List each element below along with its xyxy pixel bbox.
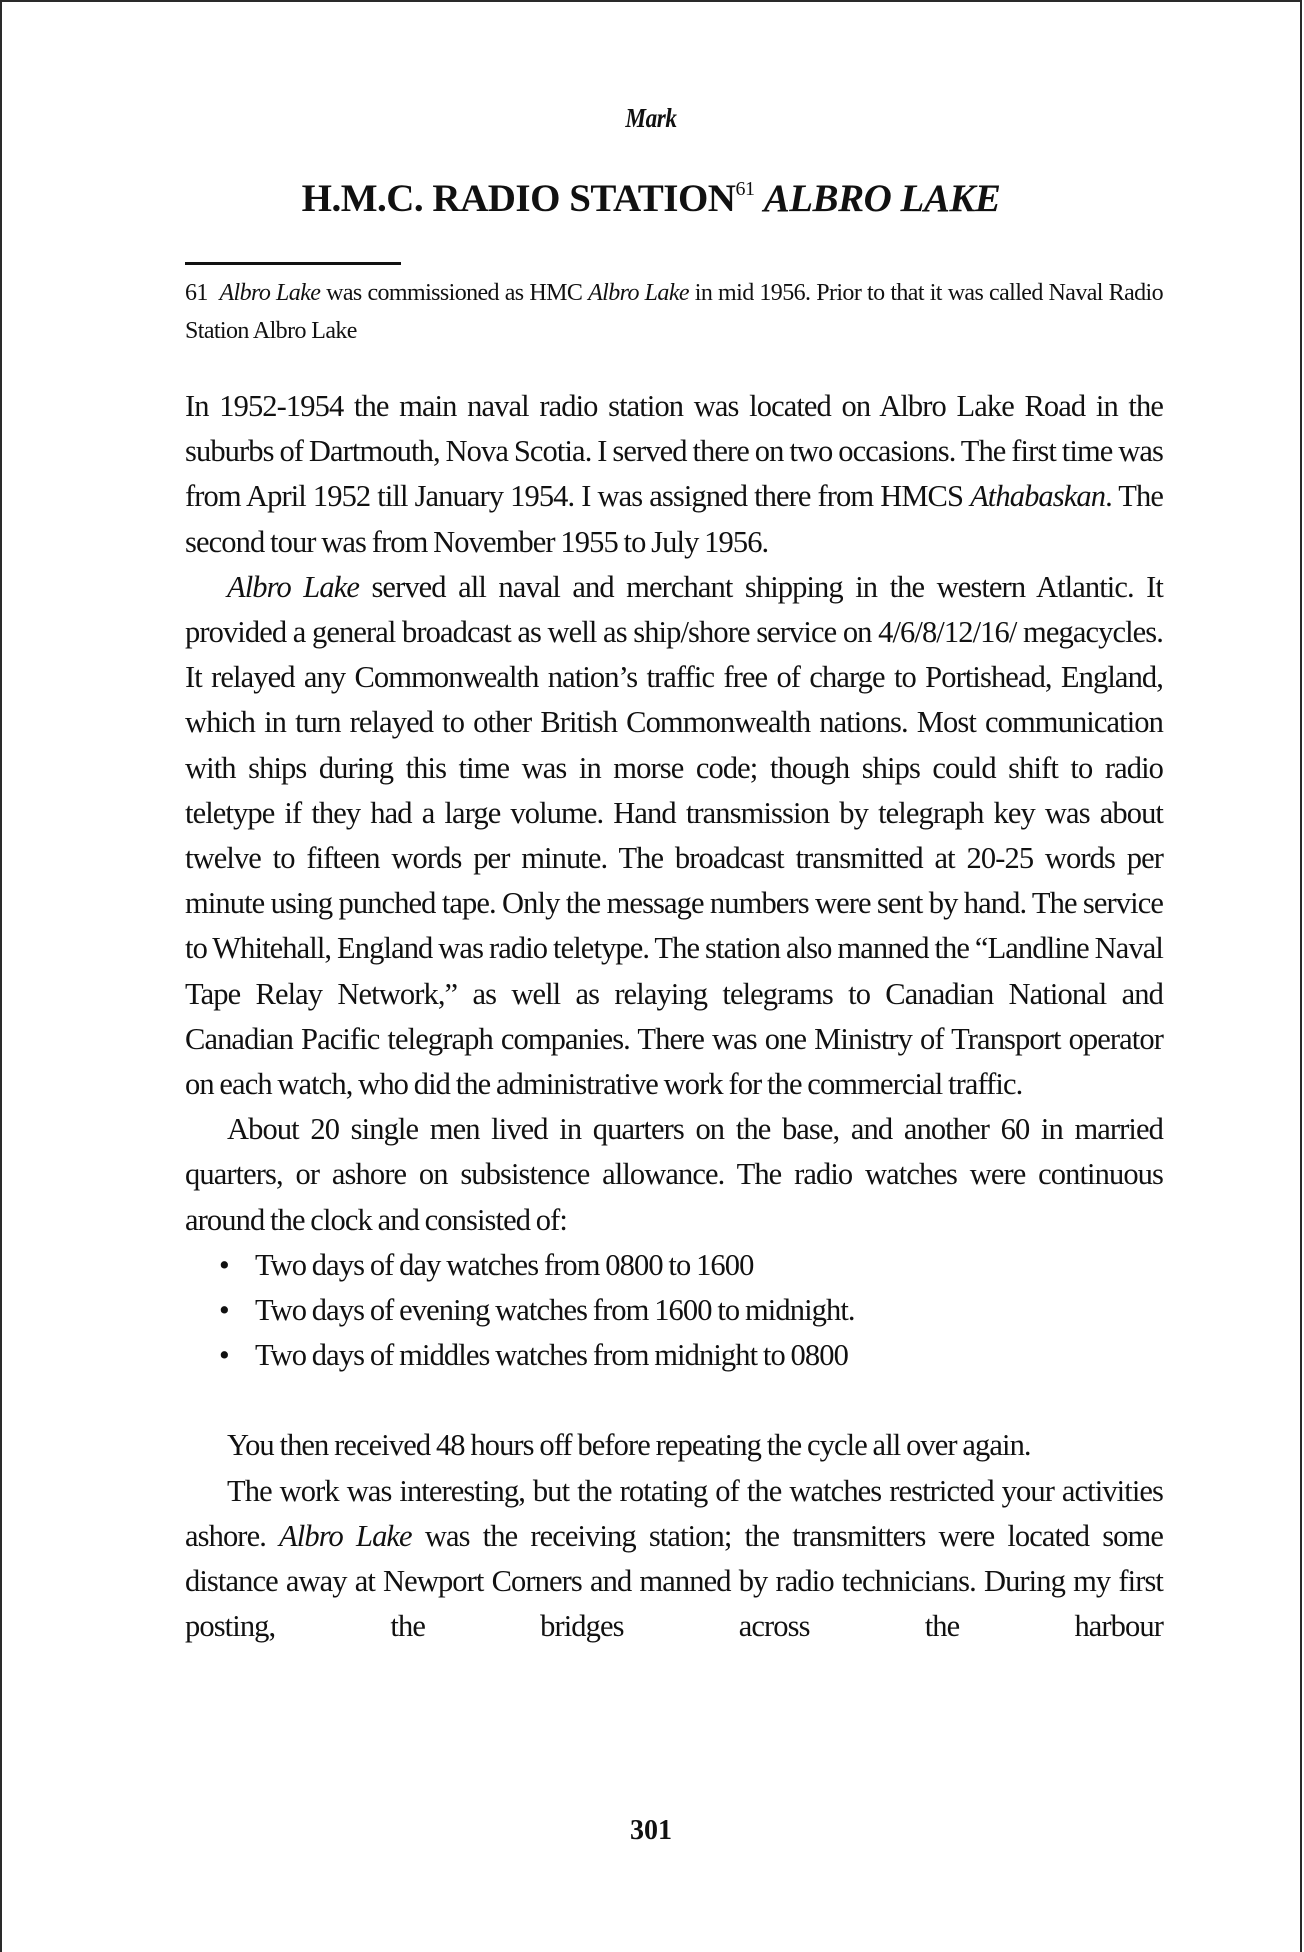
footnote-rule <box>185 262 401 265</box>
chapter-title <box>2 176 1300 221</box>
ship-name-italic: Athabaskan <box>970 479 1106 514</box>
paragraph-3 <box>185 1107 1163 1243</box>
running-head: Mark <box>625 103 677 133</box>
footnote-number: 61 <box>185 280 208 306</box>
page-number: 301 <box>630 1815 672 1846</box>
footnote-reference[interactable]: 61 <box>735 178 755 200</box>
station-name-italic: Albro Lake <box>227 569 359 604</box>
footnote-italic-2: Albro Lake <box>588 280 689 306</box>
chapter-title-italic: ALBRO LAKE <box>763 177 1001 220</box>
paragraph-text: In 1952-1954 the main naval radio station was located on Albro Lake Road in the suburbs of Dartmouth, Nova Scotia. I served there on two occasions. The first time was from April 1952 till January 1954. I was assigned there from HMCS <box>185 389 1163 514</box>
list-item-text: Two days of middles watches from midnight to 0800 <box>255 1338 848 1373</box>
paragraph-2 <box>185 565 1163 1107</box>
paragraph-5 <box>185 1469 1163 1650</box>
bullet-icon: • <box>219 1338 229 1373</box>
list-item-text: Two days of day watches from 0800 to 1600 <box>255 1247 754 1282</box>
paragraph-text: The work was interesting, but the rotating of the watches restricted your activities ashore. <box>185 1473 1163 1553</box>
list-item <box>219 1288 1163 1333</box>
paragraph-text: You then received 48 hours off before repeating the cycle all over again. <box>227 1428 1031 1463</box>
watch-schedule-list <box>185 1243 1163 1379</box>
paragraph-text: was the receiving station; the transmitters were located some distance away at Newport Corners and manned by radio technicians. During my first posting, the bridges across the harbour <box>185 1518 1163 1644</box>
footnote-italic-1: Albro Lake <box>219 280 321 306</box>
footnote <box>185 274 1163 350</box>
footnote-text-2: in mid 1956. Prior to that it was called Naval Radio Station Albro Lake <box>185 280 1163 344</box>
footnote-text-1: was commissioned as HMC <box>326 280 583 306</box>
bullet-icon: • <box>219 1247 229 1282</box>
bullet-icon: • <box>219 1293 229 1328</box>
chapter-title-main: H.M.C. RADIO STATION <box>301 177 736 220</box>
list-item-text: Two days of evening watches from 1600 to midnight. <box>255 1293 855 1328</box>
body-text <box>185 384 1163 1649</box>
station-name-italic: Albro Lake <box>279 1518 412 1553</box>
list-item <box>219 1333 1163 1378</box>
list-item <box>219 1243 1163 1288</box>
paragraph-text: About 20 single men lived in quarters on the base, and another 60 in married quarters, or ashore on subsistence allowance. The radio watches were continuous around the clock and consisted of: <box>185 1112 1163 1237</box>
paragraph-text: . The second tour was from November 1955 to July 1956. <box>185 479 1163 559</box>
paragraph-4 <box>185 1423 1163 1468</box>
paragraph-1 <box>185 384 1163 565</box>
paragraph-text: served all naval and merchant shipping in the western Atlantic. It provided a general broadcast as well as ship/shore service on 4/6/8/12/16/ megacycles. It relayed any Commonwealth nation’s traffic free of charge to Portishead, England, which in turn relayed to other British Commonwealth nations. Most communication with ships during this time was in morse code; though ships could shift to radio teletype if they had a large volume. Hand transmission by telegraph key was about twelve to fifteen words per minute. The broadcast transmitted at 20-25 words per minute using punched tape. Only the message numbers were sent by hand. The service to Whitehall, England was radio teletype. The station also manned the “Landline Naval Tape Relay Network,” as well as relaying telegrams to Canadian National and Canadian Pacific telegraph companies. There was one Ministry of Transport operator on each watch, who did the administrative work for the commercial traffic. <box>185 569 1163 1102</box>
spacer <box>185 1378 1163 1423</box>
